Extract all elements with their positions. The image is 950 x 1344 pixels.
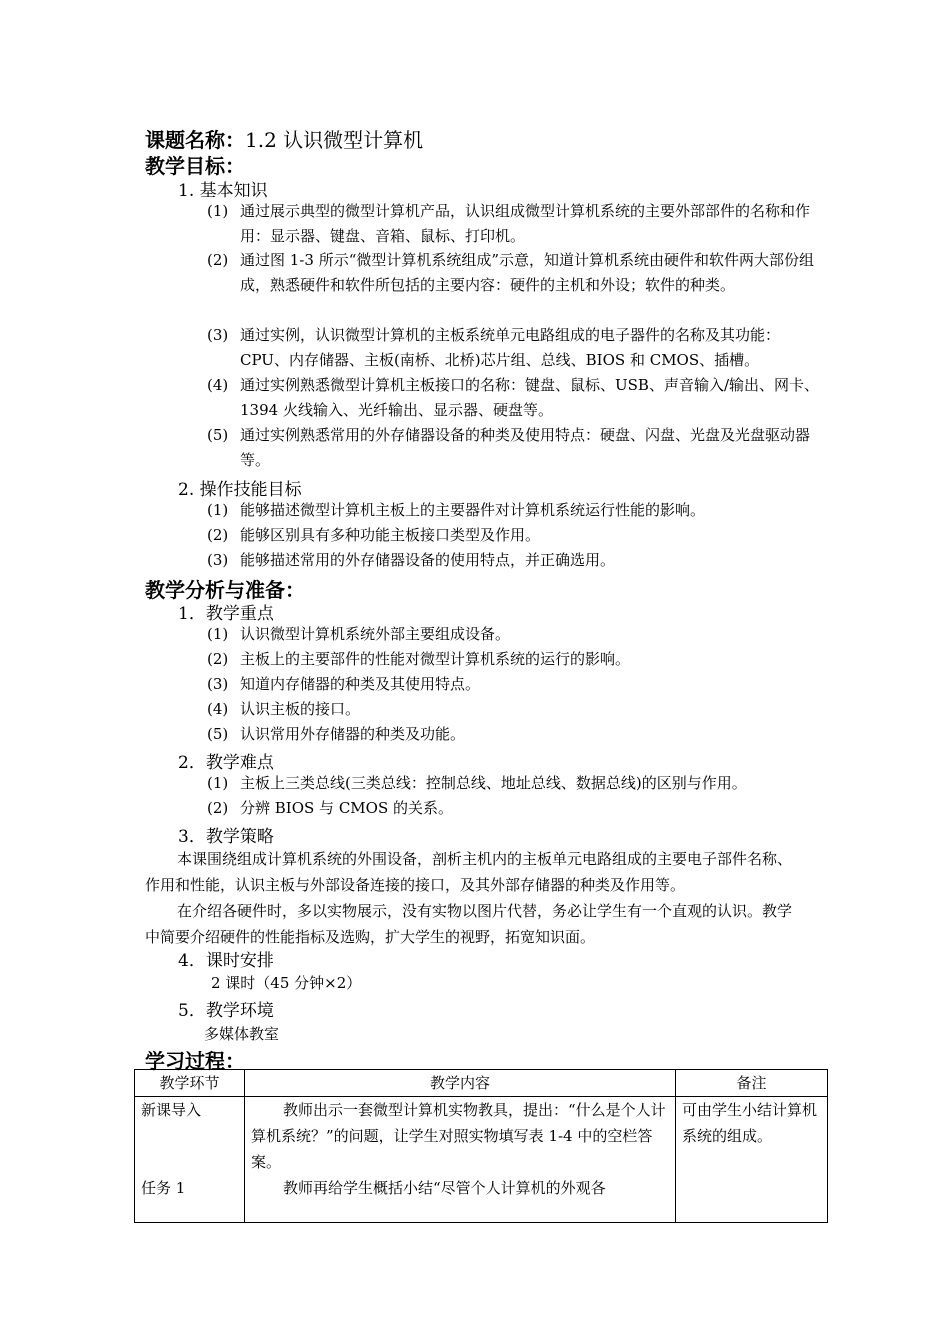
focus-item-5	[207, 722, 827, 747]
schedule-heading: 4．课时安排	[178, 951, 274, 971]
item-text: 通过实例，认识微型计算机的主板系统单元电路组成的电子器件的名称及其功能：CPU、内存储器、主板(南桥、北桥)芯片组、总线、BIOS 和 CMOS、插槽。	[240, 326, 781, 369]
item-number: (4)	[207, 700, 229, 718]
basic-item-1	[207, 199, 827, 249]
item-text: 通过实例熟悉常用的外存储器设备的种类及使用特点：硬盘、闪盘、光盘及光盘驱动器等。	[240, 426, 811, 469]
item-text: 认识常用外存储器的种类及功能。	[240, 725, 466, 743]
content-cell	[245, 1097, 676, 1223]
focus-item-4	[207, 697, 827, 722]
skills-item-3	[207, 548, 827, 573]
schedule-value: 2 课时（45 分钟×2）	[211, 974, 362, 992]
focus-item-2	[207, 647, 827, 672]
item-text: 通过实例熟悉微型计算机主板接口的名称：键盘、鼠标、USB、声音输入/输出、网卡、1394 火线输入、光纤输出、显示器、硬盘等。	[240, 376, 819, 419]
note-cell: 可由学生小结计算机系统的组成。	[676, 1097, 828, 1223]
strategy-paragraph-1: 本课围绕组成计算机系统的外围设备，剖析主机内的主板单元电路组成的主要电子部件名称、作用和性能，认识主板与外部设备连接的接口，及其外部存储器的种类及作用等。	[145, 850, 793, 894]
item-text: 能够描述微型计算机主板上的主要器件对计算机系统运行性能的影响。	[240, 501, 706, 519]
skills-item-1	[207, 498, 827, 523]
stage-task-1: 任务 1	[141, 1179, 186, 1197]
environment-value: 多媒体教室	[204, 1025, 280, 1043]
item-number: (4)	[207, 376, 229, 394]
stage-cell	[135, 1097, 245, 1223]
item-number: (1)	[207, 774, 229, 792]
difficulty-heading: 2．教学难点	[178, 753, 274, 773]
item-number: (1)	[207, 625, 229, 643]
item-text: 通过图 1-3 所示“微型计算机系统组成”示意，知道计算机系统由硬件和软件两大部份组成，熟悉硬件和软件所包括的主要内容：硬件的主机和外设；软件的种类。	[240, 251, 815, 294]
content-paragraph-2: 教师再给学生概括小结“尽管个人计算机的外观各	[283, 1179, 606, 1197]
focus-item-1	[207, 622, 827, 647]
skills-heading: 2. 操作技能目标	[178, 480, 302, 500]
item-text: 主板上三类总线(三类总线：控制总线、地址总线、数据总线)的区别与作用。	[240, 774, 747, 792]
item-number: (5)	[207, 426, 229, 444]
difficulty-item-1	[207, 771, 827, 796]
skills-item-2	[207, 523, 827, 548]
column-header-stage: 教学环节	[135, 1070, 245, 1097]
course-title-label: 课题名称：	[145, 128, 245, 152]
analysis-heading: 教学分析与准备：	[145, 578, 305, 602]
item-text: 分辨 BIOS 与 CMOS 的关系。	[240, 799, 454, 817]
environment-heading: 5．教学环境	[178, 1001, 274, 1021]
stage-intro: 新课导入	[141, 1101, 202, 1119]
content-paragraph-1: 教师出示一套微型计算机实物教具，提出：“什么是个人计算机系统？”的问题，让学生对照实物填写表 1-4 中的空栏答案。	[251, 1101, 666, 1171]
basic-item-2	[207, 248, 827, 298]
item-number: (3)	[207, 326, 229, 344]
item-number: (2)	[207, 799, 229, 817]
item-text: 能够描述常用的外存储器设备的使用特点，并正确选用。	[240, 551, 616, 569]
basic-knowledge-heading: 1. 基本知识	[178, 181, 268, 201]
basic-item-4	[207, 373, 827, 423]
goals-heading: 教学目标：	[145, 154, 245, 178]
course-title-text: 1.2 认识微型计算机	[245, 128, 424, 152]
strategy-heading: 3．教学策略	[178, 827, 274, 847]
item-text: 知道内存储器的种类及其使用特点。	[240, 675, 481, 693]
item-number: (2)	[207, 526, 229, 544]
item-number: (2)	[207, 251, 229, 269]
item-number: (1)	[207, 202, 229, 220]
basic-item-5	[207, 423, 827, 473]
item-text: 认识主板的接口。	[240, 700, 361, 718]
focus-item-3	[207, 672, 827, 697]
item-text: 能够区别具有多种功能主板接口类型及作用。	[240, 526, 541, 544]
process-table	[134, 1069, 828, 1223]
item-text: 主板上的主要部件的性能对微型计算机系统的运行的影响。	[240, 650, 631, 668]
process-heading: 学习过程：	[145, 1049, 245, 1073]
column-header-note: 备注	[676, 1070, 828, 1097]
focus-heading: 1．教学重点	[178, 604, 274, 624]
strategy-paragraph-2: 在介绍各硬件时，多以实物展示，没有实物以图片代替，务必让学生有一个直观的认识。教学中简要介绍硬件的性能指标及选购，扩大学生的视野，拓宽知识面。	[145, 902, 793, 946]
difficulty-item-2	[207, 796, 827, 821]
item-number: (5)	[207, 725, 229, 743]
course-title	[145, 124, 423, 153]
item-number: (2)	[207, 650, 229, 668]
item-number: (3)	[207, 551, 229, 569]
table-header-row	[135, 1070, 828, 1097]
table-row	[135, 1097, 828, 1223]
item-number: (1)	[207, 501, 229, 519]
item-text: 认识微型计算机系统外部主要组成设备。	[240, 625, 511, 643]
item-number: (3)	[207, 675, 229, 693]
basic-item-3	[207, 323, 827, 373]
column-header-content: 教学内容	[245, 1070, 676, 1097]
item-text: 通过展示典型的微型计算机产品，认识组成微型计算机系统的主要外部部件的名称和作用：显示器、键盘、音箱、鼠标、打印机。	[240, 202, 811, 245]
